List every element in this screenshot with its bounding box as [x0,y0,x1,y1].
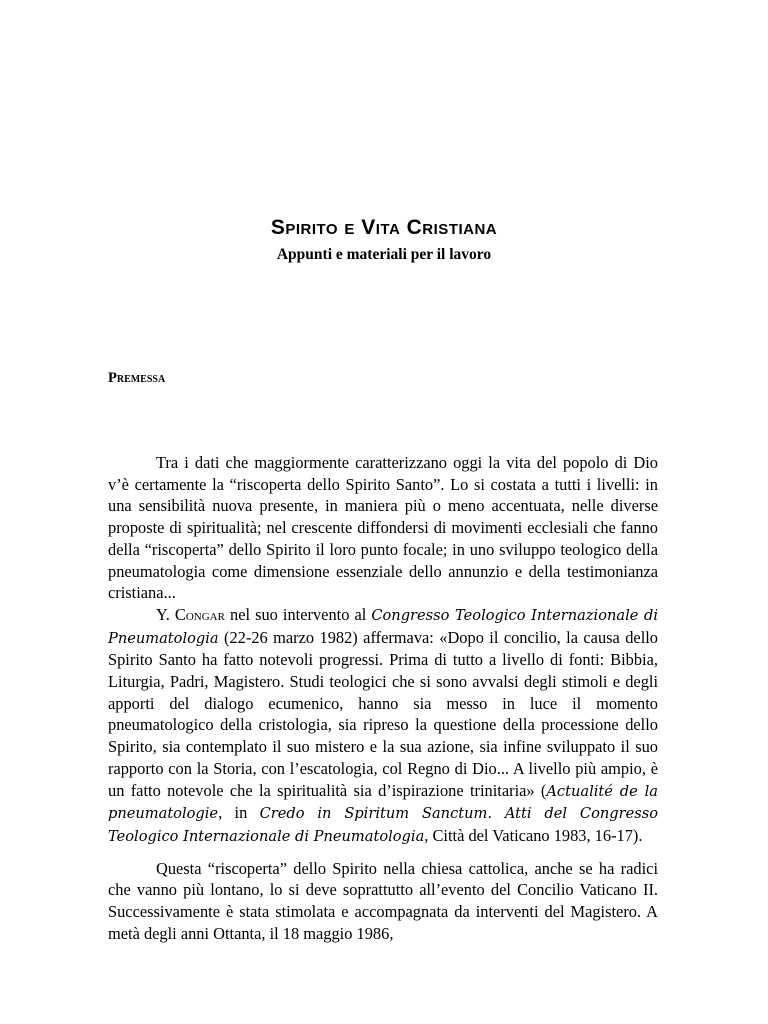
paragraph-3: Questa “riscoperta” dello Spirito nella chiesa cattolica, anche se ha radici che vanno più lontano, lo si deve soprattutto all’evento del Concilio Vaticano II. Successivamente è stata stimolata e accompagnata da interventi del Magistero. A metà degli anni Ottanta, il 18 maggio 1986, [108,858,658,943]
quote-text: (22-26 marzo 1982) affermava: «Dopo il concilio, la causa dello Spirito Santo ha fatto notevoli progressi. Prima di tutto a livello di fonti: Bibbia, Liturgia, Padri, Magistero. Studi teologici che si sono avvalsi degli stimoli e degli apporti del dialogo ecumenico, hanno sia messo in luce il momento pneumatologico della cristologia, sia ripreso la questione della processione dello Spirito, sia contemplato il suo mistero e la sua azione, sia infine sviluppato il suo rapporto con la Storia, con l’escatologia, col Regno di Dio... A livello più ampio, è un fatto notevole che la spiritualità sia d’ispirazione trinitaria» ( [108,627,658,800]
author-name: Congar [174,604,225,624]
author-initial: Y. [156,604,175,624]
text-segment: nel suo intervento al [224,604,372,624]
paragraph-1: Tra i dati che maggiormente caratterizzano oggi la vita del popolo di Dio v’è certamente la “riscoperta dello Spirito Santo”. Lo si costata a tutti i livelli: in una sensibilità nuova presente, in maniera più o meno accentuata, nelle diverse proposte di spiritualità; nel crescente diffondersi di movimenti ecclesiali che fanno della “riscoperta” dello Spirito il loro punto focale; in uno sviluppo teologico della pneumatologia come dimensione essenziale dello annunzio e della testimonianza cristiana... [108,453,658,603]
section-heading: Premessa [108,370,166,386]
paragraph-2 [108,604,658,848]
citation-title: Credo in Spiritum Sanctum. Atti del Congresso Teologico Internazionale di Pneumatologia [108,805,659,845]
document-subtitle: Appunti e materiali per il lavoro [276,246,492,263]
citation-title: Congresso Teologico Internazionale di Pneumatologia [108,606,659,647]
citation-reference: , Città del Vaticano 1983, 16-17). [424,825,643,845]
citation-title: Actualité de la pneumatologie [108,782,658,823]
document-title: Spirito e Vita Cristiana [270,216,498,239]
text-segment: , in [218,803,260,823]
body-text [108,452,658,944]
